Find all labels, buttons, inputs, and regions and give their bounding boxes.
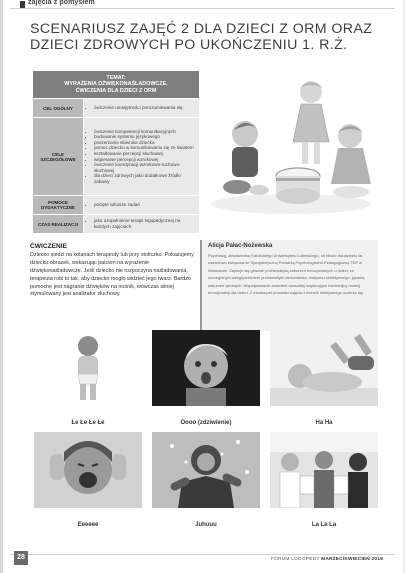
aids-list	[87, 202, 196, 208]
list-item: • dla dzieci zdrowych jako dodatkowe źródło zabawy	[94, 173, 196, 184]
list-item: • budowanie systemu językowego	[94, 134, 196, 140]
photo-caption: Ha Ha	[315, 420, 333, 426]
row-body	[84, 215, 200, 234]
list-item: • wspieranie percepcji wzrokowej	[94, 157, 196, 163]
topic-line: TEMAT:	[106, 75, 126, 82]
list-item: • jako uzupełnienie terapii logopedycznej na każdych zajęciach	[94, 218, 196, 229]
goal-list	[87, 105, 196, 111]
list-item: • kształtowanie percepcji słuchowej	[94, 151, 196, 157]
photo-caption: Oooo (zdziwienie)	[180, 420, 232, 426]
list-item: • pocięte arkusze zadań	[94, 202, 196, 208]
page-header	[10, 0, 395, 9]
footer-year: 2018	[371, 557, 383, 562]
exercise-body: Dziecko siedzi na kolanach terapeuty lub przy stoliczku. Pokazujemy dziecku obrazek, wskazując palcem na wyrażenie dźwiękonaśladowcze. Jeśli dziecko nie rozpoczyna naśladowania, terapeuta robi to tak, aby dziecko mogło widzieć jego twarz. Bardzo pomocne jest nagranie dźwięków na nośnik, wówczas silniej stymulowany jest analizator słuchowy.	[30, 251, 194, 298]
topic-header	[33, 71, 200, 99]
row-body	[84, 118, 200, 196]
header-tab-marker	[20, 1, 25, 8]
author-bio: Psycholog, absolwentka Katolickiego Uniwersytetu Lubelskiego, od blisko dwudziestu lat zawodowo związana ze Specjalistyczną Poradnią Psychologiczno-Pedagogiczną TDP w Warszawie. Zajmuje się głównie problematyką zaburzeń emocjonalnych u dzieci, ze szczególnym uwzględnieniem problematyki niemówienia, mutyzmu selektywnego, jąkania, zaburzeń lękowych. Współprowadzi autorskie warsztaty wspierające harmonijny rozwój emocjonalny dla dzieci. Z młodszymi prowadzi zajęcia z technik efektywnego uczenia się.	[208, 253, 366, 296]
row-label-general-goal: CEL OGÓLNY	[33, 99, 84, 118]
children-playing-photo	[205, 72, 377, 218]
photo-surprised-toddler	[152, 330, 260, 406]
row-label-teaching-aids: POMOCE DYDAKTYCZNE	[33, 196, 84, 215]
photo-caption: Łe Łe Łe Łe	[71, 420, 105, 426]
list-item: • ćwiczenie kompetencji komunikacyjnych	[94, 129, 196, 135]
list-item: • poszerzanie słownika dziecka	[94, 140, 196, 146]
photo-screaming-child	[34, 432, 142, 508]
row-label-detailed-goals: CELE SZCZEGÓŁOWE	[33, 118, 84, 196]
exercise-heading: ĆWICZENIE	[30, 243, 67, 250]
author-name: Alicja Pałac-Nożewska	[208, 243, 273, 249]
table-row	[33, 215, 200, 234]
photo-baby-standing	[34, 330, 142, 406]
duration-list	[87, 218, 196, 229]
photo-caption: Juhuuu	[195, 522, 217, 528]
footer-rule	[10, 554, 395, 555]
photo-child-in-snow	[152, 432, 260, 508]
table-row	[33, 99, 200, 118]
table-topic-row	[33, 71, 200, 99]
footer-issue: MARZEC/KWIECIEŃ	[321, 557, 370, 562]
article-title: SCENARIUSZ ZAJĘĆ 2 DLA DZIECI Z ORM ORAZ DZIECI ZDROWYCH PO UKOŃCZENIU 1. R.Ż.	[30, 21, 373, 53]
topic-line: WYRAŻENIA DŹWIĘKONAŚLADOWCZE.	[64, 81, 168, 88]
photo-caption: La La La	[311, 522, 337, 528]
footer-magazine: FORUM LOGOPEDY	[271, 557, 320, 562]
table-row	[33, 196, 200, 215]
row-body	[84, 99, 200, 118]
table-row	[33, 118, 200, 196]
row-label-duration: CZAS REALIZACJI	[33, 215, 84, 234]
row-body	[84, 196, 200, 215]
list-item: • pomoc dziecku w komunikowaniu się ze światem	[94, 145, 196, 151]
author-bio-box	[200, 240, 378, 331]
list-item: • ćwiczenie koordynacji wzrokowo-ruchowo-słuchowej	[94, 162, 196, 173]
lesson-plan-table	[32, 70, 200, 234]
photo-caption: Eeeeee	[77, 522, 99, 528]
list-item: • ćwiczenie umiejętności porozumiewania się	[94, 105, 196, 111]
photo-children-singing	[270, 432, 378, 508]
photo-laughing-baby	[270, 330, 378, 406]
topic-line: ĆWICZENIA DLA DZIECI Z ORM	[75, 87, 157, 94]
section-tag: zajęcia z pomysłem	[28, 0, 95, 6]
footer-magazine-info	[271, 557, 383, 562]
goal-list	[87, 129, 196, 185]
page-number: 28	[14, 551, 28, 565]
exercise-section	[30, 243, 195, 299]
